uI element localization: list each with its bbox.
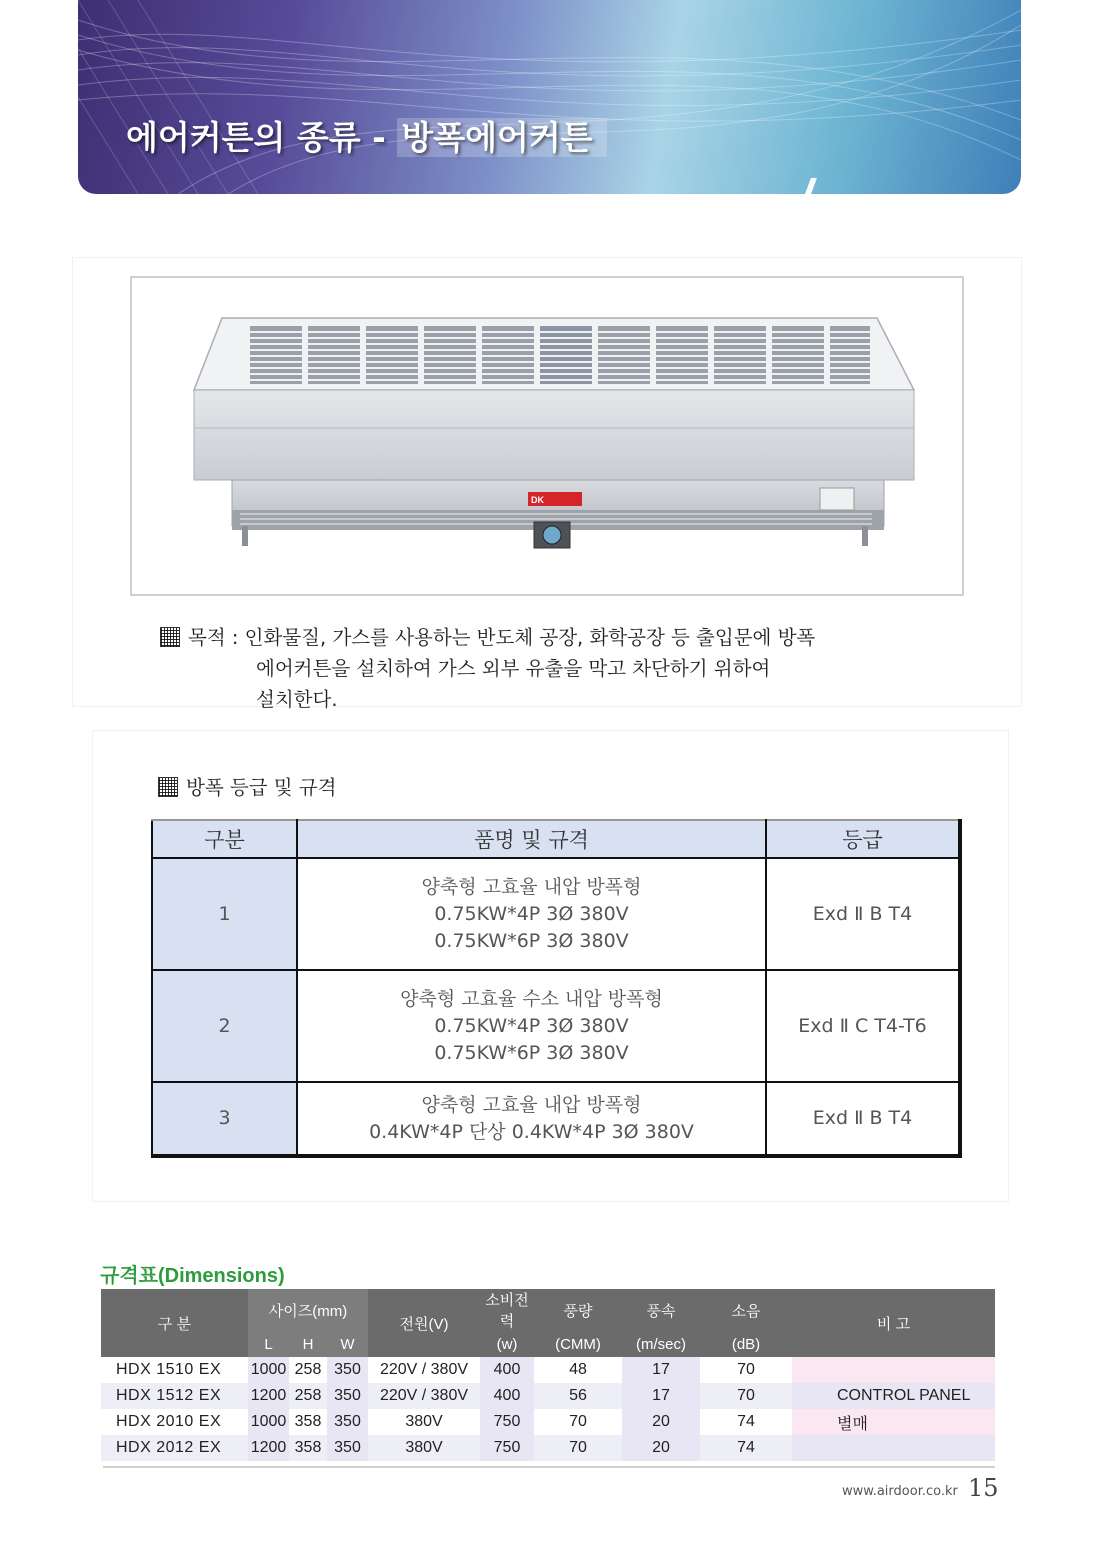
grade-header-grade: 등급 bbox=[766, 820, 960, 858]
dims-l: 1200 bbox=[248, 1435, 289, 1461]
dims-header-power: 전원(V) bbox=[368, 1289, 480, 1357]
divider bbox=[103, 1466, 995, 1468]
brand-label: DK bbox=[531, 495, 544, 505]
grade-row-spec: 양축형 고효율 내압 방폭형 0.75KW*4P 3Ø 380V 0.75KW*6P 3Ø 380V bbox=[297, 858, 766, 970]
dims-w: 350 bbox=[327, 1435, 368, 1461]
table-row bbox=[152, 858, 960, 970]
dims-power: 380V bbox=[368, 1435, 480, 1461]
grade-header-spec: 품명 및 규격 bbox=[297, 820, 766, 858]
dims-header-note: 비 고 bbox=[792, 1289, 995, 1357]
table-row bbox=[101, 1409, 995, 1435]
dimensions-table bbox=[101, 1289, 995, 1461]
dims-h: 358 bbox=[289, 1435, 327, 1461]
dims-header-consumption-unit: (w) bbox=[480, 1331, 534, 1357]
table-row bbox=[101, 1435, 995, 1461]
purpose-line-2: 에어커튼을 설치하여 가스 외부 유출을 막고 차단하기 위하여 bbox=[256, 657, 771, 680]
dims-cmm: 70 bbox=[534, 1409, 622, 1435]
dims-db: 70 bbox=[700, 1383, 792, 1409]
dims-header-category: 구 분 bbox=[101, 1289, 248, 1357]
dims-header-noise: 소음 bbox=[700, 1289, 792, 1331]
page-title-highlight: 방폭에어커튼 bbox=[397, 118, 606, 157]
dims-speed: 17 bbox=[622, 1357, 700, 1383]
banner-wave-pattern bbox=[78, 0, 1021, 194]
dims-model: HDX 2010 EX bbox=[101, 1409, 248, 1435]
dims-header-airflow-unit: (CMM) bbox=[534, 1331, 622, 1357]
grade-section-title: 방폭 등급 및 규격 bbox=[158, 772, 336, 800]
dims-header-h: H bbox=[289, 1331, 327, 1357]
dims-note bbox=[792, 1435, 995, 1461]
dims-header-speed: 풍속 bbox=[622, 1289, 700, 1331]
dims-header-size: 사이즈(mm) bbox=[248, 1289, 368, 1331]
dims-header-consumption: 소비전력 bbox=[480, 1289, 534, 1331]
footer-url[interactable]: www.airdoor.co.kr bbox=[842, 1484, 958, 1499]
dims-db: 74 bbox=[700, 1409, 792, 1435]
grade-row-grade: Exd Ⅱ B T4 bbox=[766, 858, 960, 970]
dims-note bbox=[792, 1357, 995, 1383]
dims-power: 380V bbox=[368, 1409, 480, 1435]
grid-bullet-icon bbox=[158, 777, 178, 797]
dims-w: 350 bbox=[327, 1409, 368, 1435]
page-title-main: 에어커튼의 종류 - bbox=[126, 118, 398, 157]
purpose-line-3: 설치한다. bbox=[256, 688, 338, 711]
dims-h: 358 bbox=[289, 1409, 327, 1435]
dims-db: 74 bbox=[700, 1435, 792, 1461]
grade-table bbox=[151, 819, 962, 1158]
page-number: 15 bbox=[968, 1474, 999, 1502]
dims-model: HDX 1510 EX bbox=[101, 1357, 248, 1383]
dims-header-noise-unit: (dB) bbox=[700, 1331, 792, 1357]
dims-cmm: 70 bbox=[534, 1435, 622, 1461]
dims-speed: 17 bbox=[622, 1383, 700, 1409]
grade-row-grade: Exd Ⅱ C T4-T6 bbox=[766, 970, 960, 1082]
page-title bbox=[126, 112, 607, 159]
dims-l: 1000 bbox=[248, 1357, 289, 1383]
grade-row-number: 1 bbox=[152, 858, 297, 970]
dims-header-speed-unit: (m/sec) bbox=[622, 1331, 700, 1357]
table-row bbox=[152, 970, 960, 1082]
dims-h: 258 bbox=[289, 1383, 327, 1409]
dims-db: 70 bbox=[700, 1357, 792, 1383]
table-row bbox=[101, 1357, 995, 1383]
dims-model: HDX 1512 EX bbox=[101, 1383, 248, 1409]
dims-watt: 400 bbox=[480, 1383, 534, 1409]
dims-speed: 20 bbox=[622, 1435, 700, 1461]
dims-model: HDX 2012 EX bbox=[101, 1435, 248, 1461]
purpose-text bbox=[160, 622, 980, 715]
dims-note: CONTROL PANEL bbox=[792, 1383, 995, 1409]
grade-row-spec: 양축형 고효율 내압 방폭형 0.4KW*4P 단상 0.4KW*4P 3Ø 380V bbox=[297, 1082, 766, 1156]
dims-cmm: 56 bbox=[534, 1383, 622, 1409]
dims-header-w: W bbox=[327, 1331, 368, 1357]
grade-row-number: 3 bbox=[152, 1082, 297, 1156]
dims-watt: 750 bbox=[480, 1409, 534, 1435]
dims-speed: 20 bbox=[622, 1409, 700, 1435]
dims-l: 1200 bbox=[248, 1383, 289, 1409]
product-photo bbox=[130, 276, 964, 596]
dims-power: 220V / 380V bbox=[368, 1357, 480, 1383]
air-curtain-illustration bbox=[132, 278, 962, 594]
dims-header-airflow: 풍량 bbox=[534, 1289, 622, 1331]
dims-h: 258 bbox=[289, 1357, 327, 1383]
grade-row-spec: 양축형 고효율 수소 내압 방폭형 0.75KW*4P 3Ø 380V 0.75KW*6P 3Ø 380V bbox=[297, 970, 766, 1082]
dims-cmm: 48 bbox=[534, 1357, 622, 1383]
dims-watt: 750 bbox=[480, 1435, 534, 1461]
grade-header-category: 구분 bbox=[152, 820, 297, 858]
grade-row-grade: Exd Ⅱ B T4 bbox=[766, 1082, 960, 1156]
dims-w: 350 bbox=[327, 1357, 368, 1383]
dims-header-l: L bbox=[248, 1331, 289, 1357]
header-banner bbox=[78, 0, 1021, 194]
purpose-line-1: 인화물질, 가스를 사용하는 반도체 공장, 화학공장 등 출입문에 방폭 bbox=[244, 626, 816, 649]
dims-note: 별매 bbox=[792, 1409, 995, 1435]
dims-w: 350 bbox=[327, 1383, 368, 1409]
dims-power: 220V / 380V bbox=[368, 1383, 480, 1409]
dimensions-title: 규격표(Dimensions) bbox=[100, 1265, 285, 1287]
dims-l: 1000 bbox=[248, 1409, 289, 1435]
table-row bbox=[101, 1383, 995, 1409]
grid-bullet-icon bbox=[160, 627, 180, 647]
grade-row-number: 2 bbox=[152, 970, 297, 1082]
table-row bbox=[152, 1082, 960, 1156]
dims-watt: 400 bbox=[480, 1357, 534, 1383]
purpose-label: 목적 : bbox=[188, 626, 245, 649]
